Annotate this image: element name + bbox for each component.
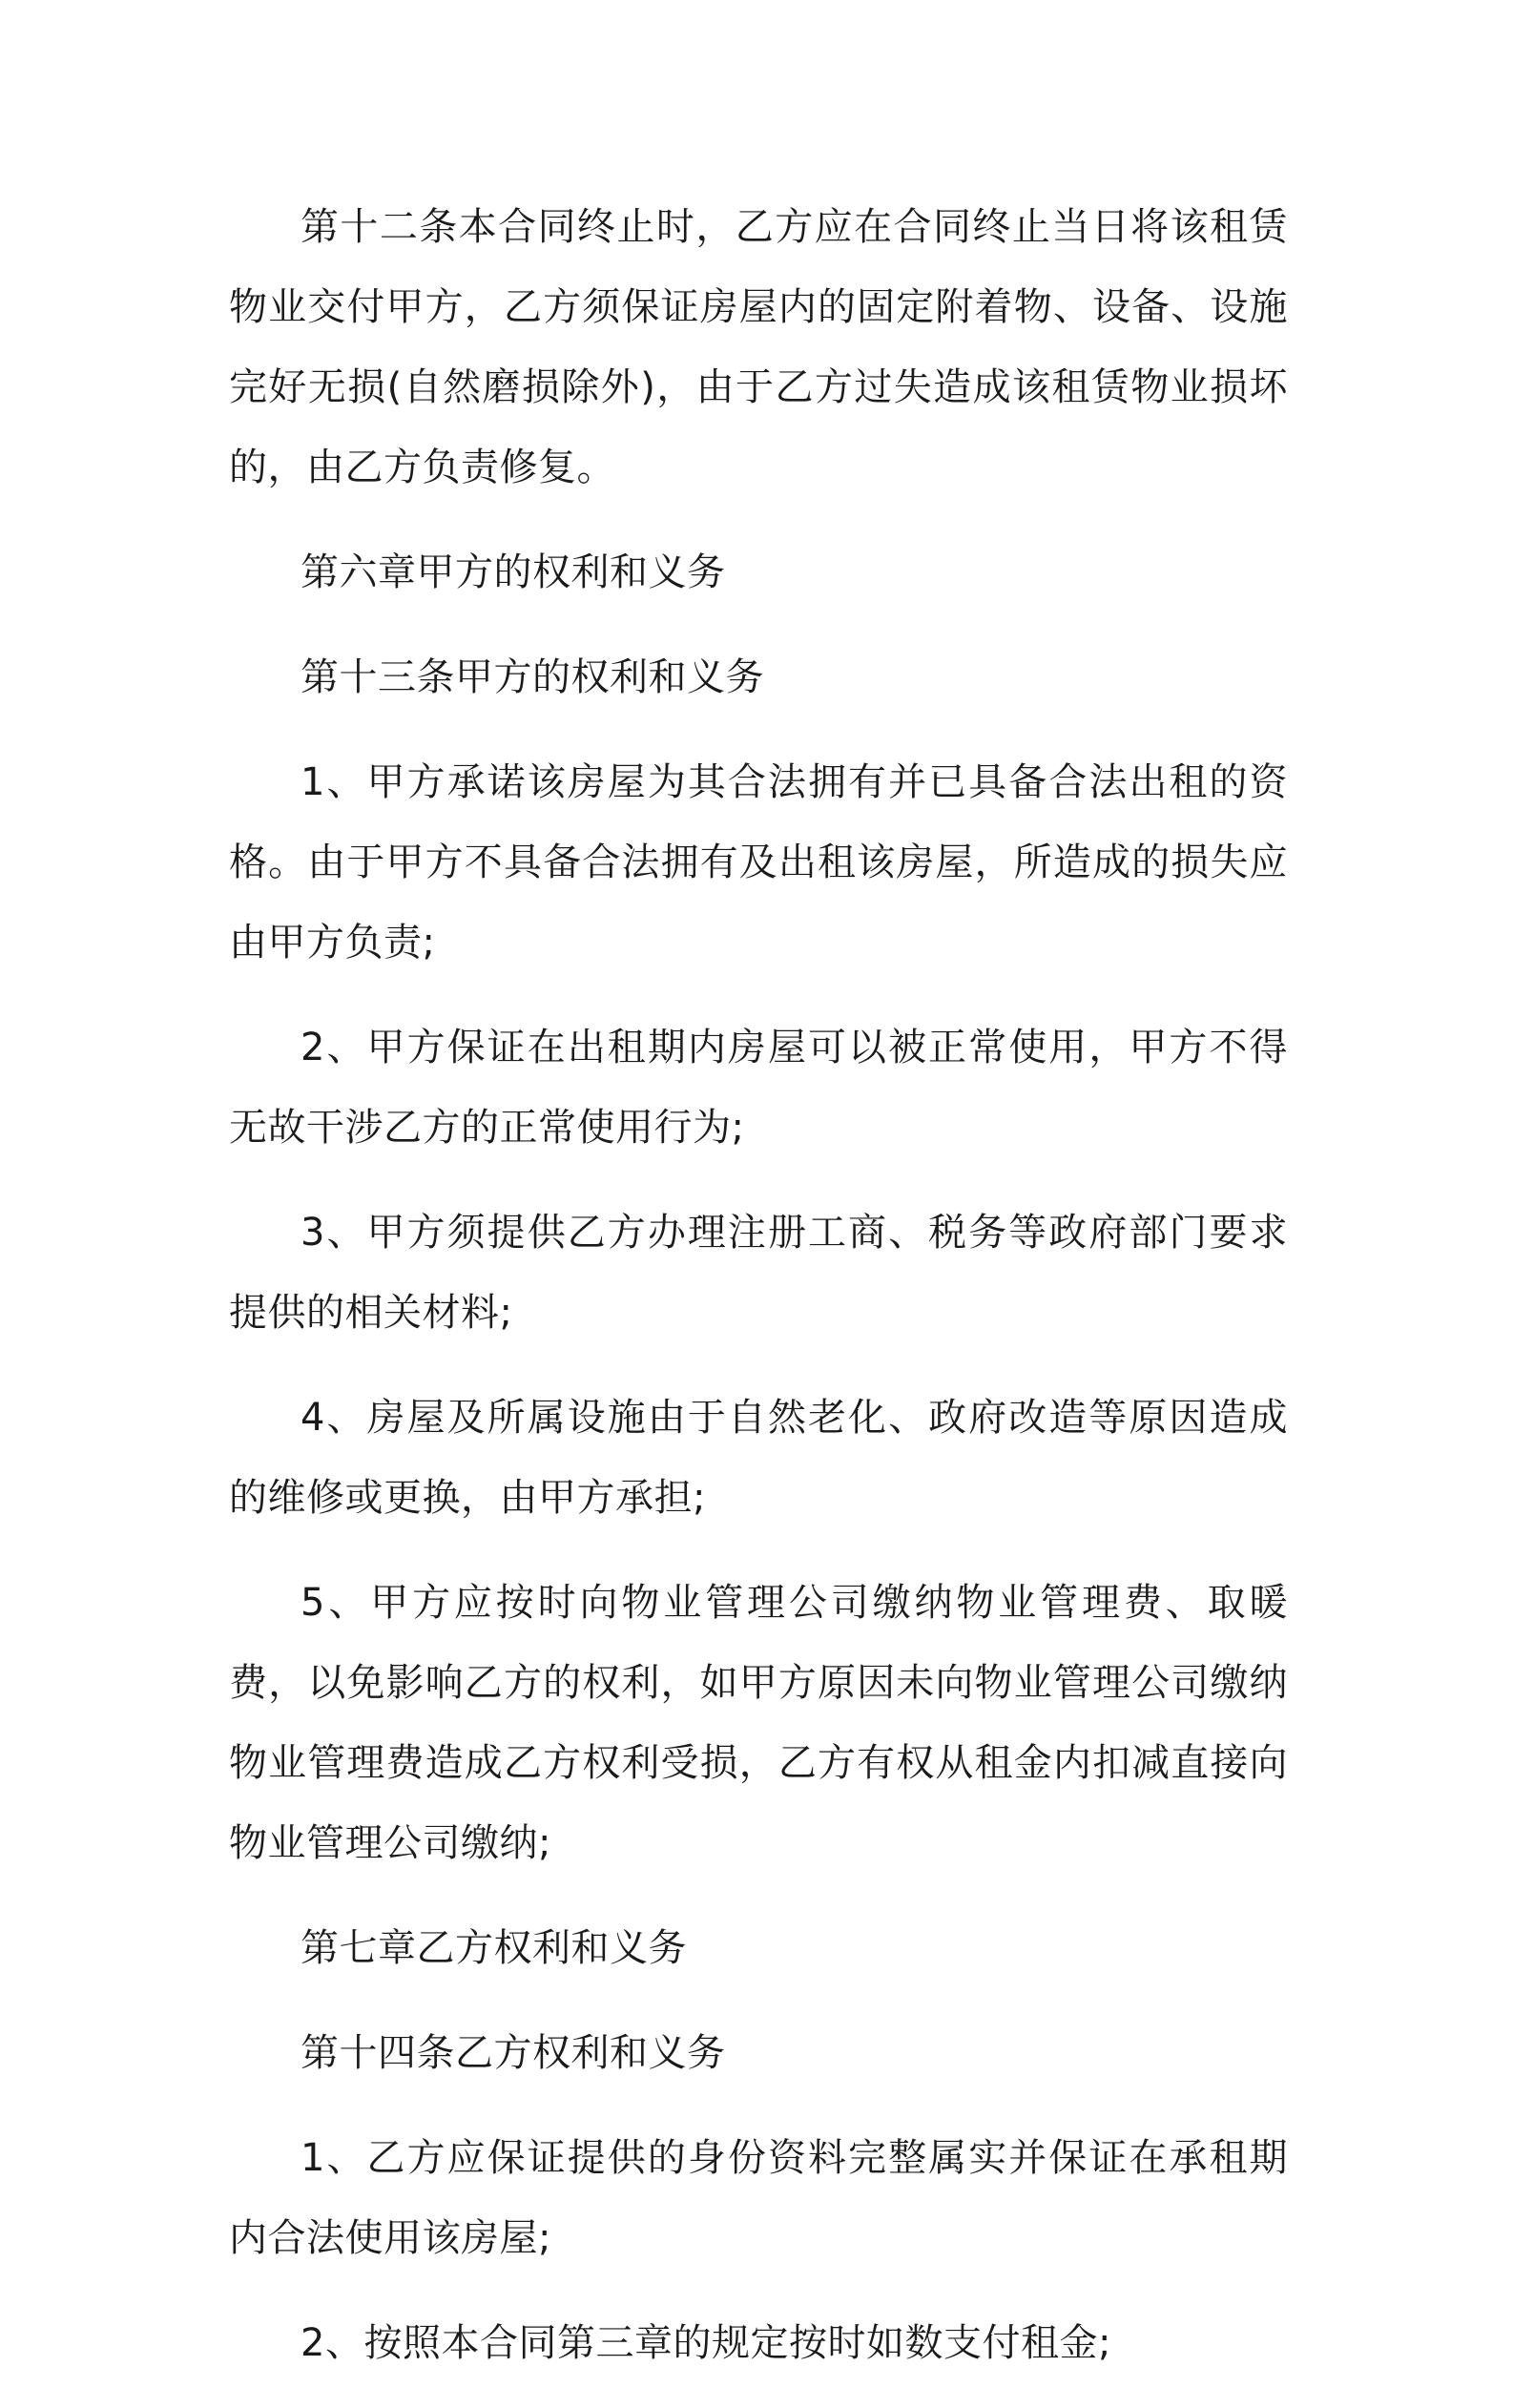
clause-13-item-5: 5、甲方应按时向物业管理公司缴纳物业管理费、取暖费，以免影响乙方的权利，如甲方原因未向物业管理公司缴纳物业管理费造成乙方权利受损，乙方有权从租金内扣减直接向物业管理公司缴纳; (229, 1581, 1288, 1865)
clause-13-item-1: 1、甲方承诺该房屋为其合法拥有并已具备合法出租的资格。由于甲方不具备合法拥有及出租该房屋，所造成的损失应由甲方负责; (229, 760, 1288, 965)
clause-13-heading: 第十三条甲方的权利和义务 (301, 655, 764, 699)
clause-14-item-2: 2、按照本合同第三章的规定按时如数支付租金; (301, 2321, 1111, 2365)
clause-13-item-4: 4、房屋及所属设施由于自然老化、政府改造等原因造成的维修或更换，由甲方承担; (229, 1396, 1288, 1520)
chapter-7-heading: 第七章乙方权利和义务 (301, 1926, 687, 1970)
document-body (229, 187, 1288, 2408)
clause-12: 第十二条本合同终止时，乙方应在合同终止当日将该租赁物业交付甲方，乙方须保证房屋内的固定附着物、设备、设施完好无损(自然磨损除外)，由于乙方过失造成该租赁物业损坏的，由乙方负责修复。 (229, 205, 1288, 489)
clause-14-heading: 第十四条乙方权利和义务 (301, 2031, 726, 2075)
clause-13-item-2: 2、甲方保证在出租期内房屋可以被正常使用，甲方不得无故干涉乙方的正常使用行为; (229, 1026, 1288, 1150)
chapter-6-heading: 第六章甲方的权利和义务 (301, 550, 726, 594)
clause-13-item-3: 3、甲方须提供乙方办理注册工商、税务等政府部门要求提供的相关材料; (229, 1211, 1288, 1335)
clause-14-item-1: 1、乙方应保证提供的身份资料完整属实并保证在承租期内合法使用该房屋; (229, 2136, 1288, 2260)
